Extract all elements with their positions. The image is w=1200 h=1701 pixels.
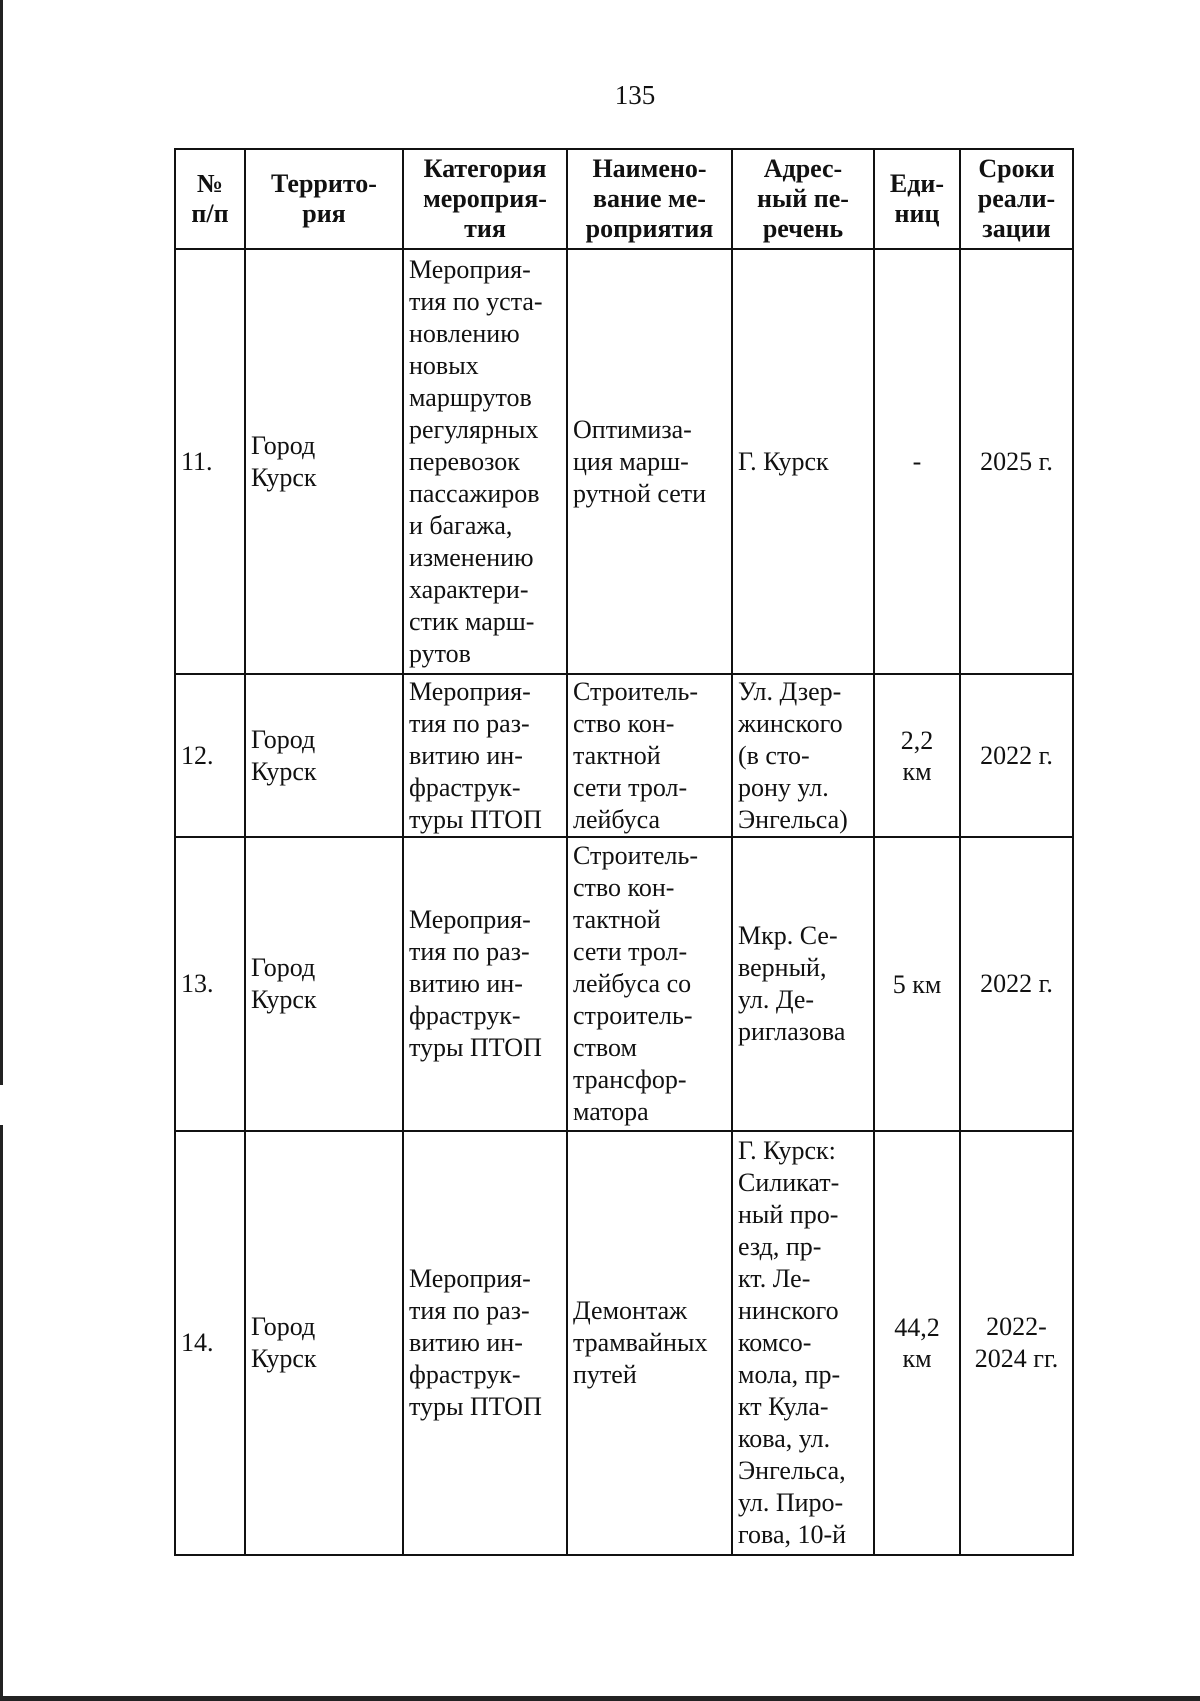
cell-category-line: Мероприя-: [409, 254, 531, 284]
cell-address: [732, 1131, 874, 1555]
cell-category-line: витию ин-: [409, 740, 523, 770]
cell-term: [960, 837, 1073, 1131]
cell-name-line: рутной сети: [573, 478, 707, 508]
cell-name: [567, 837, 732, 1131]
cell-category-line: Мероприя-: [409, 905, 531, 934]
cell-units: [874, 837, 960, 1131]
header-territory: Террито- рия: [245, 149, 403, 249]
cell-term-line: 2022-: [986, 1312, 1047, 1341]
cell-category: [403, 837, 567, 1131]
cell-address-line: Ул. Дзер-: [738, 676, 842, 706]
cell-category-line: витию ин-: [409, 969, 523, 998]
cell-name-line: тактной: [573, 740, 661, 770]
cell-address-line: жинского: [738, 708, 843, 738]
cell-units-line: км: [902, 1344, 932, 1373]
header-address: Адрес- ный пе- речень: [732, 149, 874, 249]
cell-units: [874, 1131, 960, 1555]
cell-address-line: ный про-: [738, 1200, 839, 1229]
header-num: № п/п: [175, 149, 245, 249]
cell-name-line: Демонтаж: [573, 1296, 688, 1325]
cell-category-line: витию ин-: [409, 1328, 523, 1357]
cell-num-text: 12.: [181, 740, 214, 770]
cell-units-line: 2,2: [900, 725, 934, 755]
cell-category-line: Мероприя-: [409, 676, 531, 706]
cell-territory: [245, 674, 403, 837]
cell-num: [175, 674, 245, 837]
cell-category-line: туры ПТОП: [409, 804, 542, 834]
cell-territory-line: Город: [251, 430, 316, 460]
cell-address-line: Г. Курск:: [738, 1136, 836, 1165]
cell-address-line: кт. Ле-: [738, 1264, 811, 1293]
cell-term: [960, 1131, 1073, 1555]
cell-term-line: 2022 г.: [980, 969, 1053, 998]
cell-units-line: -: [912, 447, 922, 476]
cell-territory-line: Курск: [251, 462, 317, 492]
cell-name-line: строитель-: [573, 1001, 693, 1030]
cell-name-line: Строитель-: [573, 676, 698, 706]
cell-address-line: ул. Пиро-: [738, 1488, 844, 1517]
cell-name-line: Оптимиза-: [573, 414, 692, 444]
cell-category-line: регулярных: [409, 414, 539, 444]
cell-territory: [245, 249, 403, 674]
cell-address-line: верный,: [738, 953, 827, 982]
cell-address-line: мола, пр-: [738, 1360, 841, 1389]
cell-num-text: 13.: [181, 969, 214, 998]
cell-name-line: ством: [573, 1033, 637, 1062]
cell-territory-line: Курск: [251, 756, 317, 786]
cell-name-line: сети трол-: [573, 772, 688, 802]
cell-category-line: стик марш-: [409, 606, 535, 636]
cell-category-line: тия по уста-: [409, 286, 543, 316]
cell-num: [175, 837, 245, 1131]
page-number: 135: [614, 80, 656, 110]
cell-units: [874, 674, 960, 837]
cell-address-line: Энгельса): [738, 804, 848, 834]
header-name: Наимено- вание ме- роприятия: [567, 149, 732, 249]
cell-term-line: 2022 г.: [980, 740, 1053, 770]
cell-category-line: маршрутов: [409, 382, 532, 412]
header-units: Еди- ниц: [874, 149, 960, 249]
cell-territory-line: Город: [251, 1312, 316, 1341]
cell-category-line: новлению: [409, 318, 520, 348]
header-category: Категория мероприя- тия: [403, 149, 567, 249]
cell-term: [960, 674, 1073, 837]
measures-table: [174, 148, 1074, 1556]
table-header-row: [175, 149, 1073, 249]
cell-category-line: Мероприя-: [409, 1264, 531, 1293]
cell-num: [175, 1131, 245, 1555]
cell-name: [567, 249, 732, 674]
table-row: [175, 249, 1073, 674]
cell-units-line: км: [902, 756, 932, 786]
cell-category-line: и багажа,: [409, 510, 513, 540]
cell-category-line: рутов: [409, 638, 471, 668]
cell-term-line: 2024 гг.: [974, 1344, 1059, 1373]
cell-territory-line: Город: [251, 953, 316, 982]
cell-category-line: тия по раз-: [409, 1296, 530, 1325]
cell-num-text: 14.: [181, 1328, 214, 1357]
table-row: [175, 837, 1073, 1131]
cell-units-line: 44,2: [894, 1313, 940, 1342]
cell-address-line: Силикат-: [738, 1168, 840, 1197]
cell-category: [403, 674, 567, 837]
cell-name: [567, 674, 732, 837]
cell-territory-line: Курск: [251, 1344, 317, 1373]
cell-category-line: новых: [409, 350, 479, 380]
cell-term: [960, 249, 1073, 674]
cell-category: [403, 249, 567, 674]
cell-name: [567, 1131, 732, 1555]
cell-name-line: трансфор-: [573, 1065, 687, 1094]
cell-category-line: изменению: [409, 542, 534, 572]
cell-name-line: ство кон-: [573, 708, 675, 738]
cell-name-line: сети трол-: [573, 937, 688, 966]
cell-address-line: Г. Курск: [738, 446, 829, 476]
scan-edge-bottom: [0, 1696, 1200, 1701]
cell-address-line: Энгельса,: [738, 1456, 846, 1485]
cell-name-line: ция марш-: [573, 446, 689, 476]
cell-address-line: ул. Де-: [738, 985, 815, 1014]
cell-category-line: фраструк-: [409, 1001, 521, 1030]
cell-units-line: 5 км: [892, 969, 942, 999]
cell-address-line: рону ул.: [738, 772, 829, 802]
cell-address-line: нинского: [738, 1296, 839, 1325]
cell-name-line: трамвайных: [573, 1328, 708, 1357]
cell-address-line: Мкр. Се-: [738, 921, 838, 950]
cell-address-line: езд, пр-: [738, 1232, 822, 1261]
scan-edge-gap: [0, 1085, 3, 1125]
cell-category-line: тия по раз-: [409, 708, 530, 738]
cell-name-line: лейбуса со: [573, 969, 692, 998]
cell-address-line: кова, ул.: [738, 1424, 831, 1453]
cell-num-text: 11.: [181, 446, 213, 476]
cell-category: [403, 1131, 567, 1555]
table-row: [175, 1131, 1073, 1555]
table-row: [175, 674, 1073, 837]
cell-address-line: (в сто-: [738, 740, 810, 770]
scan-edge-left: [0, 0, 3, 1701]
cell-address: [732, 249, 874, 674]
cell-territory-line: Город: [251, 724, 316, 754]
cell-units: [874, 249, 960, 674]
cell-name-line: тактной: [573, 905, 661, 934]
cell-territory: [245, 837, 403, 1131]
cell-category-line: фраструк-: [409, 1360, 521, 1389]
cell-category-line: фраструк-: [409, 772, 521, 802]
cell-category-line: перевозок: [409, 446, 520, 476]
cell-category-line: характери-: [409, 574, 529, 604]
cell-name-line: ство кон-: [573, 873, 675, 902]
cell-category-line: туры ПТОП: [409, 1392, 542, 1421]
cell-num: [175, 249, 245, 674]
cell-category-line: туры ПТОП: [409, 1033, 542, 1062]
cell-name-line: лейбуса: [573, 804, 661, 834]
cell-category-line: пассажиров: [409, 478, 540, 508]
cell-address-line: комсо-: [738, 1328, 812, 1357]
cell-address-line: риглазова: [738, 1017, 846, 1046]
cell-address: [732, 837, 874, 1131]
cell-territory-line: Курск: [251, 985, 317, 1014]
cell-term-line: 2025 г.: [980, 446, 1053, 476]
cell-name-line: матора: [573, 1097, 649, 1126]
cell-category-line: тия по раз-: [409, 937, 530, 966]
cell-address: [732, 674, 874, 837]
cell-name-line: Строитель-: [573, 841, 698, 870]
cell-name-line: путей: [573, 1360, 637, 1389]
header-term: Сроки реали- зации: [960, 149, 1073, 249]
cell-address-line: кт Кула-: [738, 1392, 829, 1421]
cell-territory: [245, 1131, 403, 1555]
cell-address-line: гова, 10-й: [738, 1520, 847, 1549]
